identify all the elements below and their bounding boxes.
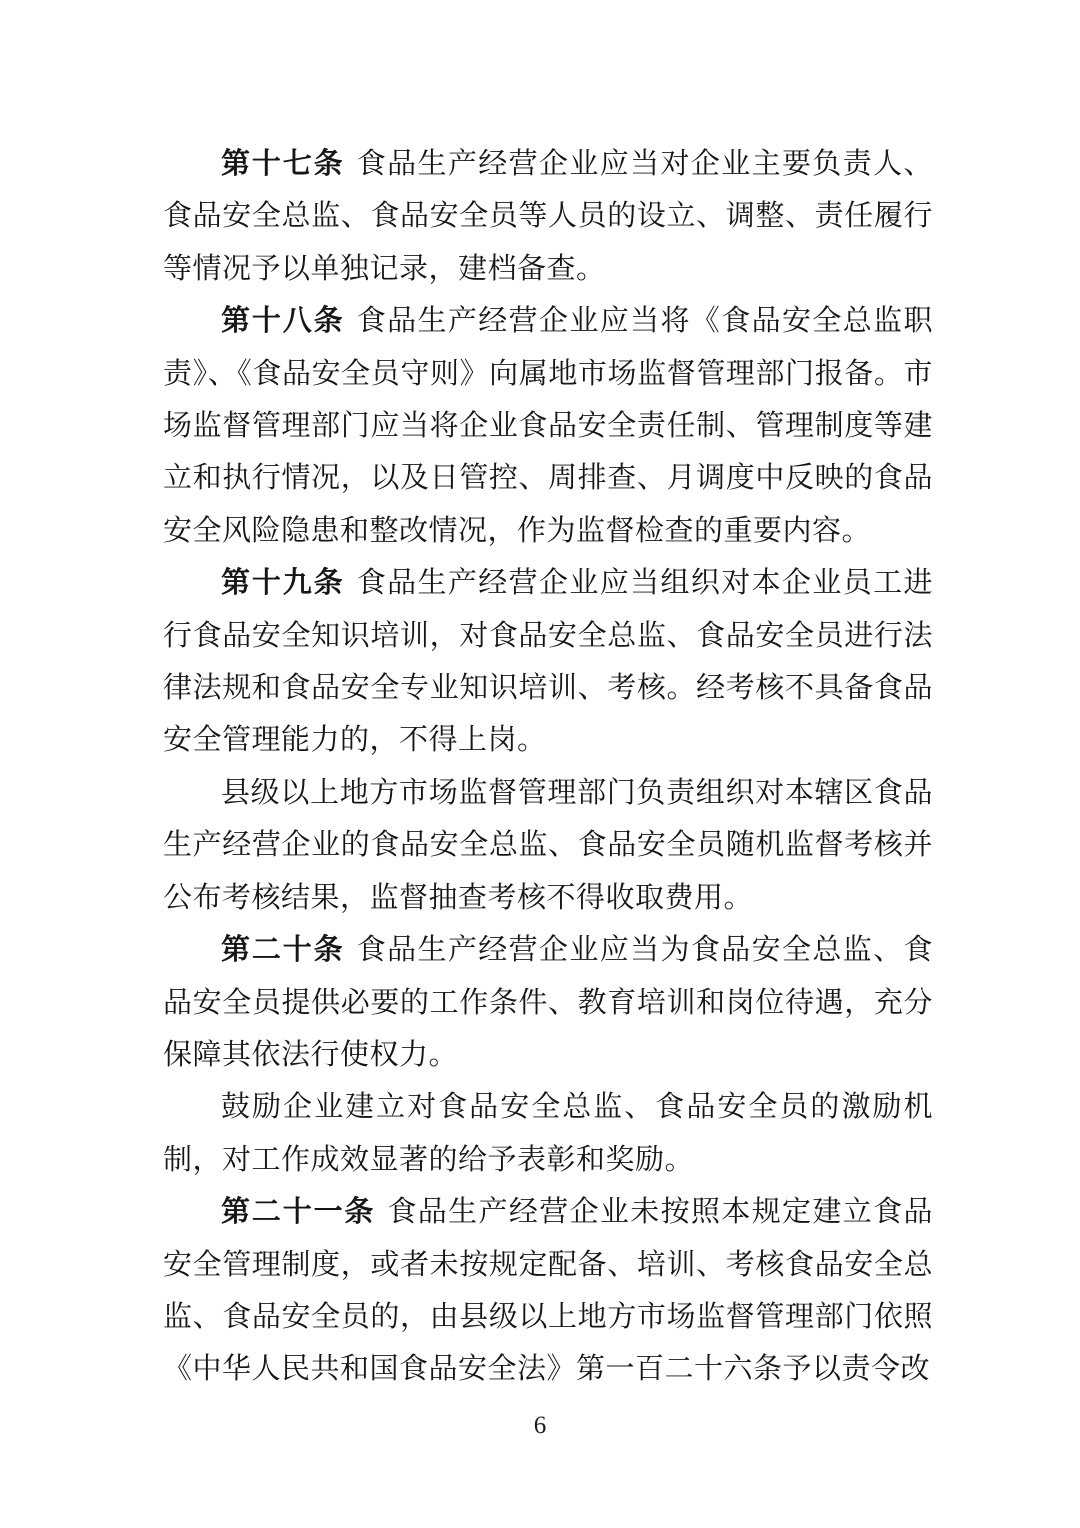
paragraph-text: 食品生产经营企业应当将《食品安全总监职责》、《食品安全员守则》向属地市场监督管理部门报备。市场监督管理部门应当将企业食品安全责任制、管理制度等建立和执行情况，以及日管控、周排查、月调度中反映的食品安全风险隐患和整改情况，作为监督检查的重要内容。 (163, 305, 933, 547)
document-body (163, 138, 933, 1396)
paragraph-text: 食品生产经营企业未按照本规定建立食品安全管理制度，或者未按规定配备、培训、考核食品安全总监、食品安全员的，由县级以上地方市场监督管理部门依照《中华人民共和国食品安全法》第一百二十六条予以责令改 (163, 1196, 933, 1386)
article-number: 第二十一条 (221, 1196, 376, 1229)
paragraph-article-20 (163, 924, 933, 1081)
paragraph-text: 食品生产经营企业应当组织对本企业员工进行食品安全知识培训，对食品安全总监、食品安全员进行法律法规和食品安全专业知识培训、考核。经考核不具备食品安全管理能力的，不得上岗。 (163, 567, 933, 757)
article-number: 第二十条 (221, 934, 345, 967)
paragraph-article-18 (163, 295, 933, 557)
page-number: 6 (533, 1412, 547, 1439)
paragraph-article-17 (163, 138, 933, 295)
article-number: 第十七条 (221, 148, 345, 180)
paragraph-text: 食品生产经营企业应当为食品安全总监、食品安全员提供必要的工作条件、教育培训和岗位待遇，充分保障其依法行使权力。 (163, 934, 933, 1071)
paragraph-article-20-continuation (163, 1081, 933, 1186)
paragraph-article-21 (163, 1186, 933, 1396)
paragraph-article-19-continuation (163, 767, 933, 924)
paragraph-text: 食品生产经营企业应当对企业主要负责人、食品安全总监、食品安全员等人员的设立、调整、责任履行等情况予以单独记录，建档备查。 (163, 148, 933, 285)
article-number: 第十九条 (221, 567, 345, 600)
paragraph-text: 县级以上地方市场监督管理部门负责组织对本辖区食品生产经营企业的食品安全总监、食品安全员随机监督考核并公布考核结果，监督抽查考核不得收取费用。 (163, 776, 933, 914)
article-number: 第十八条 (221, 305, 345, 338)
paragraph-article-19 (163, 557, 933, 767)
paragraph-text: 鼓励企业建立对食品安全总监、食品安全员的激励机制，对工作成效显著的给予表彰和奖励。 (163, 1091, 933, 1176)
